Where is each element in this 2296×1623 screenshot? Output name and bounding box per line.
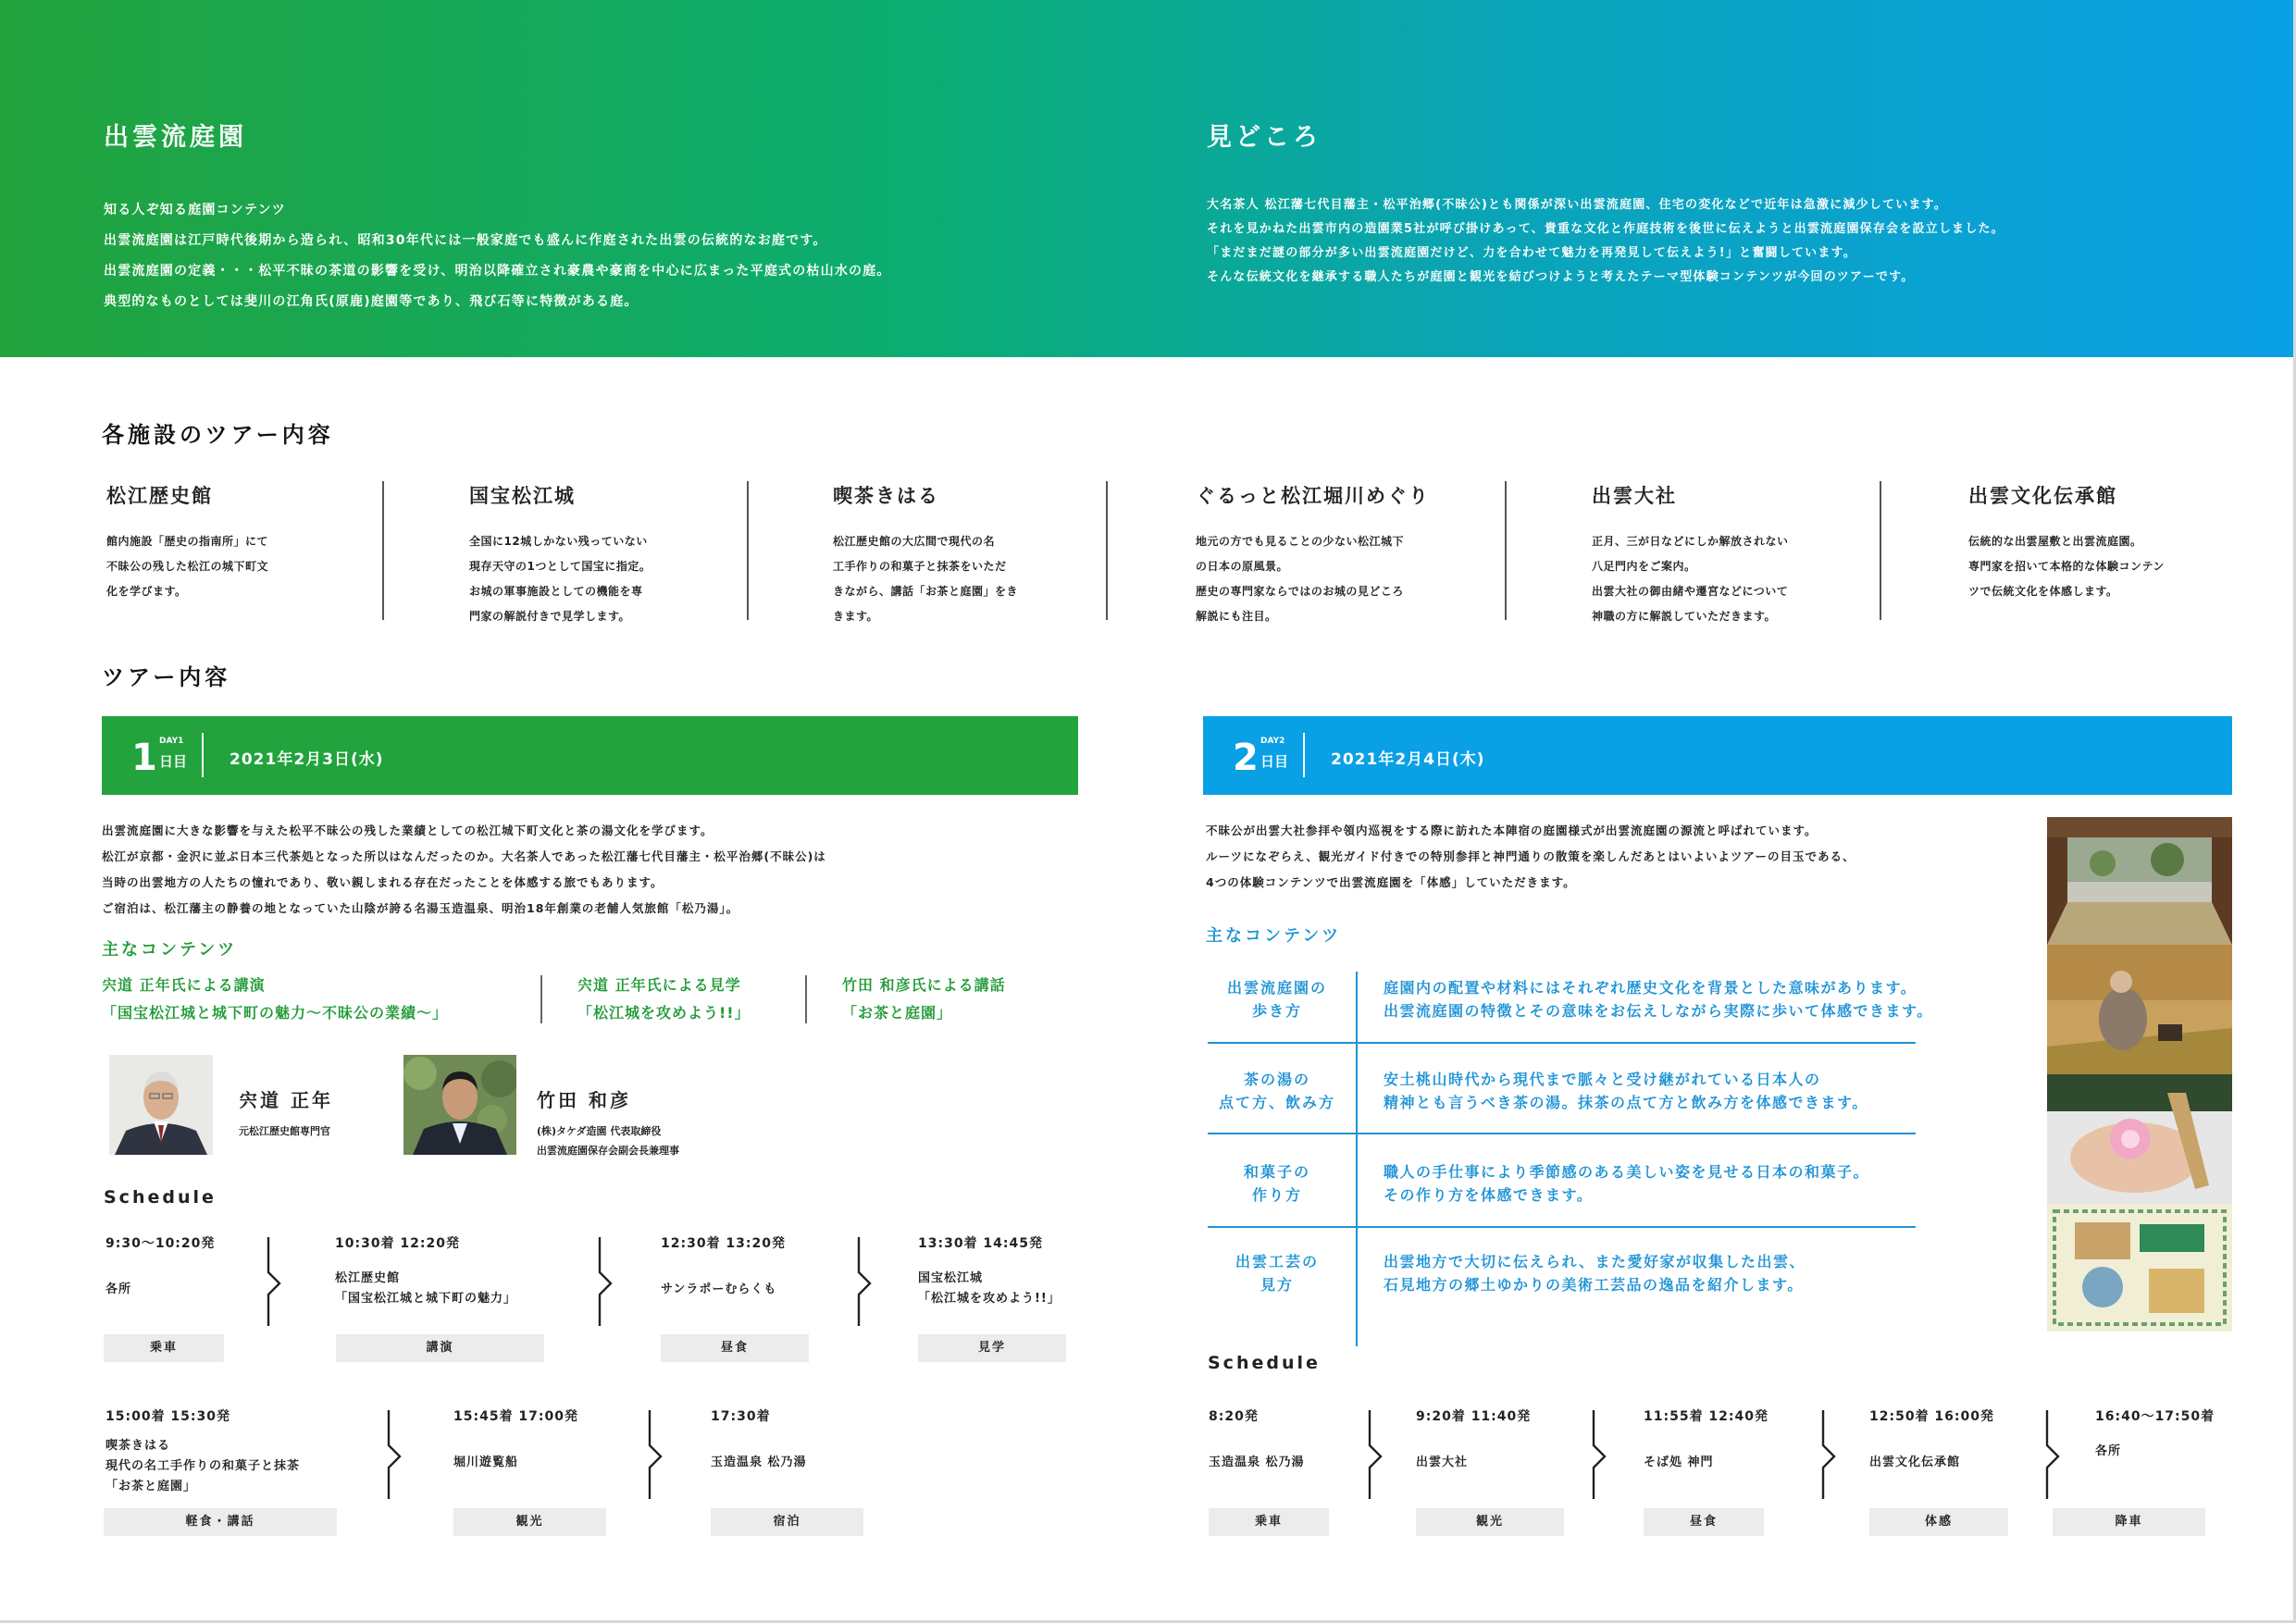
schedule-tag: 昼食 [1644, 1508, 1764, 1536]
hero-left-line: 知る人ぞ知る庭園コンテンツ [104, 203, 286, 217]
content-desc [1384, 1250, 1806, 1296]
hero-left-line: 典型的なものとしては斐川の江角氏(原鹿)庭園等であり、飛び石等に特徴がある庭。 [104, 294, 639, 309]
chevron-right-icon [857, 1237, 872, 1326]
person-name: 竹田 和彦 [537, 1089, 631, 1111]
schedule-place: 各所 [105, 1282, 132, 1296]
content-title: 宍道 正年氏による講演 [102, 976, 266, 994]
schedule-item [1869, 1406, 1994, 1473]
schedule-item [453, 1406, 578, 1473]
facility-desc-line: 正月、三が日などにしか解放されない [1592, 535, 1789, 548]
day-suffix: 日目 [159, 753, 188, 770]
content-subtitle: 「国宝松江城と城下町の魅力～不昧公の業績～」 [102, 1004, 449, 1022]
content-desc [1384, 976, 1933, 1022]
schedule-place: 「国宝松江城と城下町の魅力」 [335, 1292, 517, 1306]
facility-desc-line: 解説にも注目。 [1196, 610, 1277, 623]
content-subtitle: 「お茶と庭園」 [842, 1004, 953, 1022]
day-label: DAY2 [1260, 737, 1285, 746]
day1-content-item [577, 972, 751, 1027]
facility-item [1196, 481, 1430, 623]
tea-ceremony-photo [2047, 945, 2232, 1074]
facility-name: 喫茶きはる [833, 485, 939, 507]
schedule-tag: 軽食・講話 [104, 1508, 337, 1536]
day1-date: 2021年2月3日(水) [230, 750, 384, 769]
tour-heading: ツアー内容 [102, 664, 231, 690]
intro-line: 不昧公が出雲大社参拝や領内巡視をする際に訪れた本陣宿の庭園様式が出雲流庭園の源流と呼ばれています。 [1206, 824, 1818, 837]
schedule-time: 16:40～17:50着 [2095, 1409, 2215, 1424]
hero-left-column [104, 117, 891, 317]
chevron-right-icon [387, 1410, 402, 1499]
person-role-line: 出雲流庭園保存会副会長兼理事 [537, 1145, 679, 1157]
facility-item [469, 481, 652, 623]
chevron-right-icon [1368, 1410, 1383, 1499]
hero-left-line: 出雲流庭園は江戸時代後期から造られ、昭和30年代には一般家庭でも盛んに作庭された出雲の伝統的なお庭です。 [104, 233, 827, 248]
content-desc-line: 出雲地方で大切に伝えられ、また愛好家が収集した出雲、 [1384, 1253, 1806, 1270]
schedule-item [1416, 1406, 1531, 1473]
schedule-place: そば処 神門 [1644, 1456, 1714, 1469]
facility-desc-line: お城の軍事施設としての機能を専 [469, 585, 643, 598]
schedule-tag: 昼食 [661, 1334, 809, 1362]
schedule-place: 出雲文化伝承館 [1869, 1456, 1961, 1469]
content-label-line: 和菓子の [1243, 1163, 1310, 1181]
chevron-right-icon [1592, 1410, 1607, 1499]
schedule-time: 17:30着 [711, 1409, 771, 1424]
schedule-time: 9:20着 11:40発 [1416, 1409, 1532, 1424]
schedule-time: 10:30着 12:20発 [335, 1236, 461, 1251]
schedule-item [105, 1233, 215, 1300]
facility-desc-line: 化を学びます。 [106, 585, 187, 598]
schedule-item [1644, 1406, 1769, 1473]
schedule-tag: 体感 [1869, 1508, 2008, 1536]
divider [202, 733, 204, 777]
content-label [1203, 976, 1351, 1022]
facility-desc-line: 出雲大社の御由緒や遷宮などについて [1592, 585, 1789, 598]
day-number: 1 [131, 737, 157, 779]
schedule-place: 玉造温泉 松乃湯 [1209, 1456, 1305, 1469]
schedule-tag: 見学 [918, 1334, 1066, 1362]
content-desc-line: 職人の手仕事により季節感のある美しい姿を見せる日本の和菓子。 [1384, 1163, 1870, 1181]
schedule-tag: 宿泊 [711, 1508, 863, 1536]
content-desc-line: その作り方を体感できます。 [1384, 1186, 1594, 1204]
day2-intro [1206, 818, 1855, 896]
schedule-tag: 乗車 [104, 1334, 224, 1362]
day-suffix: 日目 [1260, 753, 1289, 770]
facility-desc-line: 館内施設「歴史の指南所」にて [106, 535, 269, 548]
content-subtitle: 「松江城を攻めよう!!」 [577, 1004, 751, 1022]
facility-desc-line: 全国に12城しかない残っていない [469, 535, 648, 548]
hero-left-line: 出雲流庭園の定義・・・松平不昧の茶道の影響を受け、明治以降確立され豪農や豪商を中心に広まった平庭式の枯山水の庭。 [104, 264, 891, 279]
facility-desc-line: 歴史の専門家ならではのお城の見どころ [1196, 585, 1404, 598]
hero-right-line: 「まだまだ謎の部分が多い出雲流庭園だけど、力を合わせて魅力を再発見して伝えよう!」と奮闘しています。 [1207, 246, 1856, 260]
schedule-item [335, 1233, 516, 1309]
schedule-place: 堀川遊覧船 [453, 1456, 519, 1469]
divider [540, 975, 542, 1023]
schedule-item [661, 1233, 786, 1300]
intro-line: 松江が京都・金沢に並ぶ日本三代茶処となった所以はなんだったのか。大名茶人であった松江藩七代目藩主・松平治郷(不昧公)は [102, 849, 826, 863]
facility-desc-line: 松江歴史館の大広間で現代の名 [833, 535, 996, 548]
content-label-line: 茶の湯の [1243, 1071, 1310, 1088]
intro-line: 4つの体験コンテンツで出雲流庭園を「体感」していただきます。 [1206, 875, 1576, 889]
schedule-place: 国宝松江城 [918, 1271, 984, 1285]
content-desc-line: 安土桃山時代から現代まで脈々と受け継がれている日本人の [1384, 1071, 1821, 1088]
hero-right-line: そんな伝統文化を継承する職人たちが庭園と観光を結びつけようと考えたテーマ型体験コンテンツが今回のツアーです。 [1207, 270, 1915, 284]
content-desc-line: 庭園内の配置や材料にはそれぞれ歴史文化を背景とした意味があります。 [1384, 979, 1917, 997]
facility-desc-line: 専門家を招いて本格的な体験コンテン [1968, 560, 2165, 573]
day1-intro [102, 818, 826, 922]
chevron-right-icon [267, 1237, 281, 1326]
facility-item [1592, 481, 1789, 623]
divider [1208, 1226, 1916, 1228]
facility-desc-line: 八足門内をご案内。 [1592, 560, 1696, 573]
schedule-place: 現代の名工手作りの和菓子と抹茶 [105, 1459, 301, 1473]
schedule-place: 喫茶きはる [105, 1439, 171, 1453]
content-label-line: 見方 [1260, 1276, 1294, 1294]
day2-header [1203, 716, 2232, 795]
day1-content-item [102, 972, 448, 1027]
schedule-time: 9:30～10:20発 [105, 1236, 216, 1251]
schedule-place: 松江歴史館 [335, 1271, 401, 1285]
schedule-time: 11:55着 12:40発 [1644, 1409, 1769, 1424]
hero-left-title: 出雲流庭園 [104, 123, 247, 152]
day-label: DAY1 [159, 737, 184, 746]
content-label [1203, 1250, 1351, 1296]
schedule-tag: 観光 [1416, 1508, 1564, 1536]
day1-contents-heading: 主なコンテンツ [102, 940, 238, 960]
chevron-right-icon [598, 1237, 613, 1326]
person-role [537, 1121, 679, 1160]
chevron-right-icon [1821, 1410, 1836, 1499]
schedule-time: 15:45着 17:00発 [453, 1409, 579, 1424]
hero-right-line: 大名茶人 松江藩七代目藩主・松平治郷(不昧公)とも関係が深い出雲流庭園、住宅の変化などで近年は急激に減少しています。 [1207, 198, 1947, 212]
divider [1208, 1133, 1916, 1134]
day-number: 2 [1233, 737, 1259, 779]
facility-desc-line: 工手作りの和菓子と抹茶をいただ [833, 560, 1007, 573]
schedule-tag: 降車 [2053, 1508, 2205, 1536]
facility-desc-line: 不昧公の残した松江の城下町文 [106, 560, 269, 573]
facility-item [1968, 481, 2165, 620]
content-desc-line: 出雲流庭園の特徴とその意味をお伝えしながら実際に歩いて体感できます。 [1384, 1002, 1933, 1020]
content-label-line: 出雲流庭園の [1226, 979, 1327, 997]
schedule-item [1209, 1406, 1305, 1473]
facility-desc-line: きます。 [833, 610, 879, 623]
divider [382, 481, 384, 620]
content-desc [1384, 1068, 1868, 1114]
schedule-time: 12:50着 16:00発 [1869, 1409, 1995, 1424]
content-label-line: 出雲工芸の [1235, 1253, 1319, 1270]
person-role-line: (株)タケダ造園 代表取締役 [537, 1125, 662, 1137]
person-photo-takeda [403, 1055, 516, 1155]
garden-photo [2047, 817, 2232, 945]
divider [1880, 481, 1881, 620]
content-title: 宍道 正年氏による見学 [577, 976, 741, 994]
day1-schedule-heading: Schedule [104, 1187, 217, 1208]
wagashi-photo [2047, 1074, 2232, 1204]
schedule-place: 「お茶と庭園」 [105, 1480, 197, 1493]
schedule-place: 出雲大社 [1416, 1456, 1469, 1469]
divider [805, 975, 807, 1023]
day2-contents-heading: 主なコンテンツ [1206, 926, 1342, 946]
divider [1505, 481, 1507, 620]
chevron-right-icon [2045, 1410, 2060, 1499]
divider [1106, 481, 1108, 620]
crafts-poster-photo [2047, 1204, 2232, 1332]
divider [747, 481, 749, 620]
schedule-item [918, 1233, 1061, 1309]
facility-desc-line: きながら、講話「お茶と庭園」をき [833, 585, 1019, 598]
content-desc [1384, 1160, 1869, 1207]
facility-name: 松江歴史館 [106, 485, 213, 507]
intro-line: ご宿泊は、松江藩主の静養の地となっていた山陰が誇る名湯玉造温泉、明治18年創業の老舗人気旅館「松乃湯」。 [102, 901, 739, 915]
schedule-tag: 講演 [336, 1334, 544, 1362]
facility-name: 出雲大社 [1592, 485, 1677, 507]
content-label [1203, 1160, 1351, 1207]
facility-item [833, 481, 1019, 623]
facility-name: 出雲文化伝承館 [1968, 485, 2117, 507]
content-label-line: 歩き方 [1251, 1002, 1302, 1020]
schedule-item [2095, 1406, 2215, 1462]
hero-right-column [1207, 117, 2004, 290]
schedule-tag: 乗車 [1209, 1508, 1329, 1536]
content-label-line: 点て方、飲み方 [1218, 1094, 1335, 1111]
hero-right-line: それを見かねた出雲市内の造園業5社が呼び掛けあって、貴重な文化と作庭技術を後世に伝えようと出雲流庭園保存会を設立しました。 [1207, 222, 2004, 236]
content-label [1203, 1068, 1351, 1114]
facility-name: 国宝松江城 [469, 485, 576, 507]
intro-line: ルーツになぞらえ、観光ガイド付きでの特別参拝と神門通りの散策を楽しんだあとはいよいよツアーの目玉である、 [1206, 849, 1855, 863]
facility-list [106, 481, 2235, 623]
chevron-right-icon [648, 1410, 663, 1499]
content-label-line: 作り方 [1251, 1186, 1302, 1204]
schedule-time: 8:20発 [1209, 1409, 1259, 1424]
person-role: 元松江歴史館専門官 [239, 1125, 330, 1137]
facilities-heading: 各施設のツアー内容 [102, 422, 334, 448]
facility-desc-line: ツで伝統文化を体感します。 [1968, 585, 2118, 598]
intro-line: 出雲流庭園に大きな影響を与えた松平不昧公の残した業績としての松江城下町文化と茶の湯文化を学びます。 [102, 824, 714, 837]
divider [1356, 972, 1358, 1346]
schedule-place: サンラポーむらくも [661, 1282, 777, 1296]
schedule-place: 「松江城を攻めよう!!」 [918, 1292, 1061, 1306]
day2-schedule-heading: Schedule [1208, 1353, 1321, 1373]
schedule-time: 15:00着 15:30発 [105, 1409, 231, 1424]
person-photo-shinji [109, 1055, 213, 1155]
person-name: 宍道 正年 [239, 1089, 333, 1111]
facility-item [106, 481, 268, 620]
schedule-time: 13:30着 14:45発 [918, 1236, 1044, 1251]
content-desc-line: 石見地方の郷土ゆかりの美術工芸品の逸品を紹介します。 [1384, 1276, 1804, 1294]
facility-desc-line: 伝統的な出雲屋敷と出雲流庭園。 [1968, 535, 2142, 548]
schedule-place: 各所 [2095, 1444, 2122, 1458]
hero-banner [0, 0, 2296, 357]
divider [1208, 1042, 1916, 1044]
content-title: 竹田 和彦氏による講話 [842, 976, 1006, 994]
facility-desc-line: 神職の方に解説していただきます。 [1592, 610, 1777, 623]
day2-date: 2021年2月4日(木) [1331, 750, 1485, 769]
facility-desc-line: 門家の解説付きで見学します。 [469, 610, 631, 623]
schedule-tag: 観光 [453, 1508, 606, 1536]
divider [1303, 733, 1305, 777]
schedule-place: 玉造温泉 松乃湯 [711, 1456, 807, 1469]
facility-name: ぐるっと松江堀川めぐり [1196, 485, 1430, 507]
day1-header [102, 716, 1078, 795]
schedule-time: 12:30着 13:20発 [661, 1236, 787, 1251]
schedule-item [105, 1406, 300, 1497]
day1-content-item [842, 972, 1006, 1027]
facility-desc-line: 地元の方でも見ることの少ない松江城下 [1196, 535, 1405, 548]
facility-desc-line: 現存天守の1つとして国宝に指定。 [469, 560, 652, 573]
intro-line: 当時の出雲地方の人たちの憧れであり、敬い親しまれる存在だったことを体感する旅でもあります。 [102, 875, 664, 889]
hero-right-title: 見どころ [1207, 123, 1322, 152]
schedule-item [711, 1406, 807, 1473]
facility-desc-line: の日本の原風景。 [1196, 560, 1289, 573]
content-desc-line: 精神とも言うべき茶の湯。抹茶の点て方と飲み方を体感できます。 [1384, 1094, 1868, 1111]
